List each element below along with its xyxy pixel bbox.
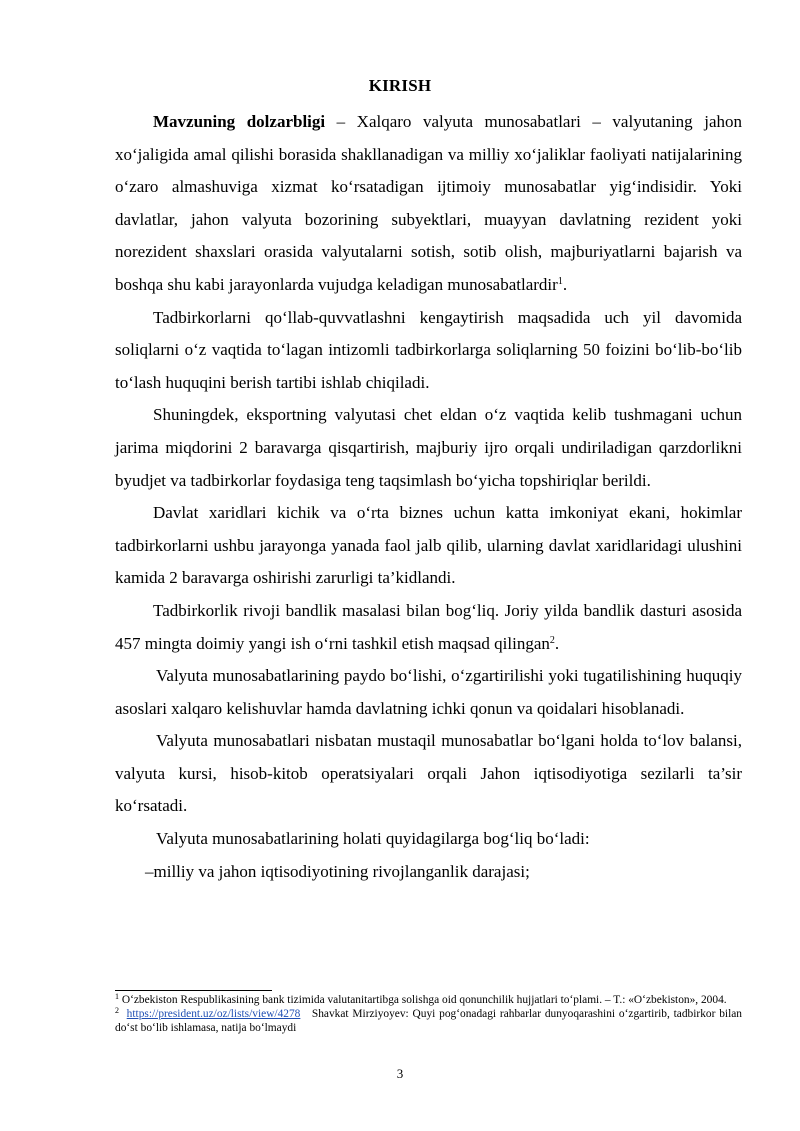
paragraph-text: – Xalqaro valyuta munosabatlari – valyutaning jahon xo‘jaligida amal qilishi borasida shakllanadigan va milliy xo‘jaliklar faoliyati natijalarining o‘zaro almashuviga xizmat ko‘rsatadigan ijtimoiy munosabatlar yig‘indisidir. Yoki davlatlar, jahon valyuta bozorining subyektlari, muayyan davlatning rezident yoki norezident shaxslari orasida valyutalarni sotish, sotib olish, majburiyatlarni bajarish va boshqa shu kabi jarayonlarda vujudga keladigan munosabatlardir [115, 112, 742, 294]
page-title: KIRISH [368, 76, 432, 95]
paragraph-lead: Mavzuning dolzarbligi [153, 112, 326, 131]
list-item-development-level: –milliy va jahon iqtisodiyotining rivojlanganlik darajasi; [145, 861, 530, 881]
paragraph-end: . [562, 274, 568, 294]
paragraph-end: . [554, 633, 560, 653]
paragraph-public-procurement: Davlat xaridlari kichik va o‘rta biznes uchun katta imkoniyat ekani, hokimlar tadbirkorlarni ushbu jarayonga yanada faol jalb qilib, ularning davlat xaridlaridagi ulushini kamida 2 baravarga oshirishi zarurligi ta’kidlandi. [115, 503, 742, 588]
paragraph-export-fines: Shuningdek, eksportning valyutasi chet eldan o‘z vaqtida kelib tushmagani uchun jarima miqdorini 2 baravarga qisqartirish, majburiy ijro orqali undiriladigan qarzdorlikni byudjet va tadbirkorlar foydasiga teng taqsimlash bo‘yicha topshiriqlar berildi. [115, 405, 742, 490]
footnote-marker: 2 [115, 1006, 119, 1016]
paragraph-tax-support: Tadbirkorlarni qo‘llab-quvvatlashni kengaytirish maqsadida uch yil davomida soliqlarni o‘z vaqtida to‘lagan intizomli tadbirkorlarga soliqlarning 50 foizini bo‘lib-bo‘lib to‘lash huquqini berish tartibi ishlab chiqiladi. [115, 307, 742, 392]
paragraph-text: Tadbirkorlik rivoji bandlik masalasi bilan bog‘liq. Joriy yilda bandlik dasturi asosida 457 mingta doimiy yangi ish o‘rni tashkil etish maqsad qilingan [115, 600, 742, 653]
footnote-2 [115, 1007, 742, 1035]
paragraph-relevance [115, 106, 742, 302]
footnote-marker: 1 [115, 992, 119, 1001]
footnotes [115, 993, 742, 1036]
paragraph-dependencies-intro: Valyuta munosabatlarining holati quyidagilarga bog‘liq bo‘ladi: [156, 829, 590, 849]
footnote-link[interactable]: https://president.uz/oz/lists/view/4278 [126, 1008, 301, 1021]
footnote-divider [115, 990, 272, 991]
paragraph-currency-influence: Valyuta munosabatlari nisbatan mustaqil munosabatlar bo‘lgani holda to‘lov balansi, valyuta kursi, hisob-kitob operatsiyalari orqali Jahon iqtisodiyotiga sezilarli ta’sir ko‘rsatadi. [115, 731, 742, 816]
paragraph-employment [115, 595, 742, 660]
body-text [115, 106, 742, 888]
paragraph-legal-basis: Valyuta munosabatlarining paydo bo‘lishi, o‘zgartirilishi yoki tugatilishining huquqiy asoslari xalqaro kelishuvlar hamda davlatning ichki qonun va qoidalari hisoblanadi. [115, 666, 742, 718]
footnote-ref-2[interactable]: 2 [549, 634, 555, 646]
footnote-ref-1[interactable]: 1 [557, 275, 563, 287]
footnote-text: O‘zbekiston Respublikasining bank tizimida valutanitartibga solishga oid qonunchilik hujjatlari to‘plami. – T.: «O‘zbekiston», 2004. [119, 994, 727, 1006]
page-number: 3 [396, 1066, 404, 1081]
footnote-text: Shavkat Mirziyoyev: Quyi pog‘onadagi rahbarlar dunyoqarashini o‘zgartirib, tadbirkor bilan do‘st bo‘lib ishlamasa, natija bo‘lmaydi [115, 1008, 743, 1035]
footnote-1 [115, 993, 742, 1007]
